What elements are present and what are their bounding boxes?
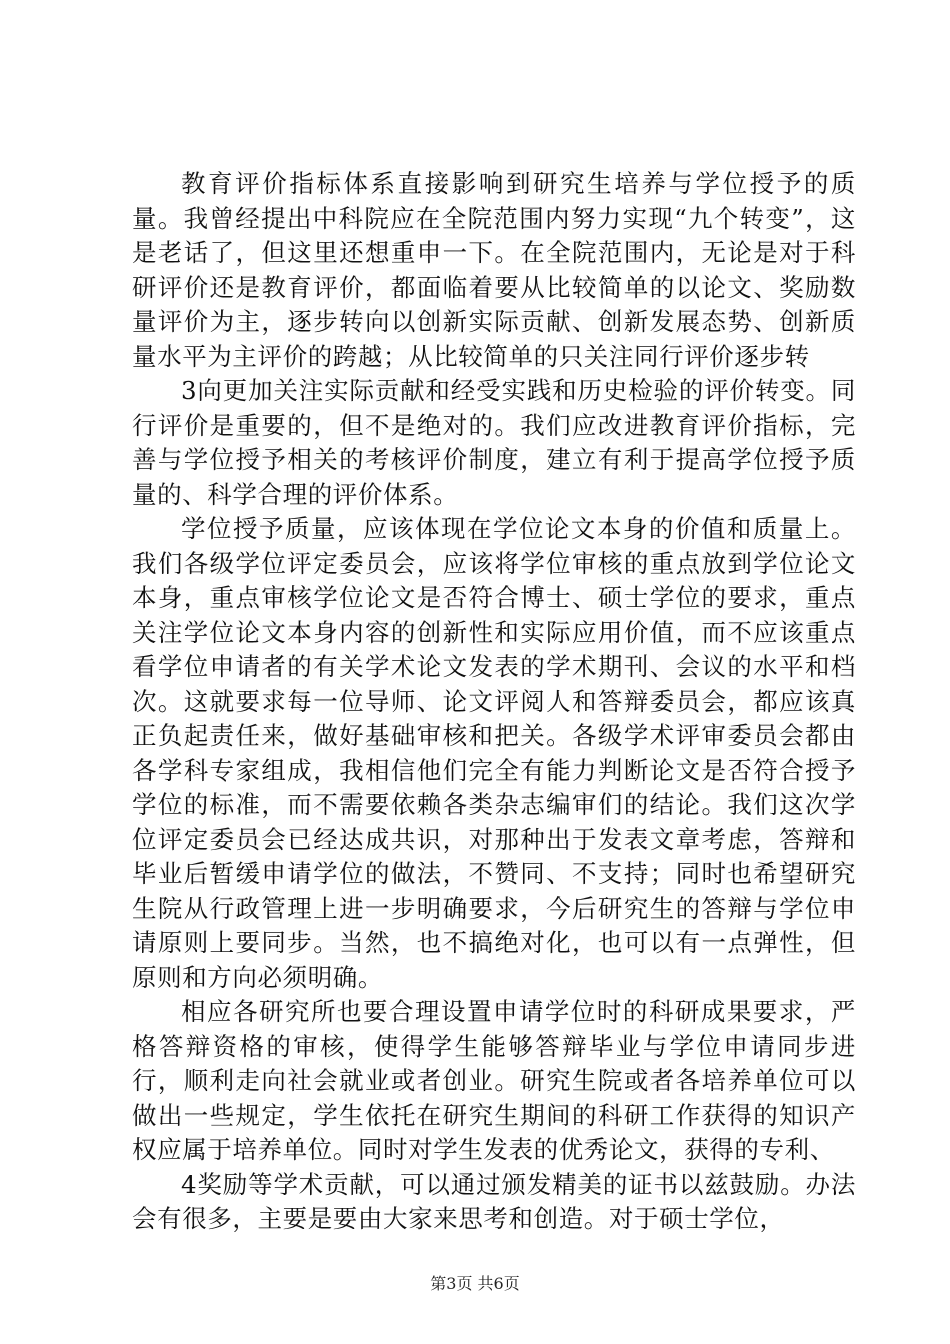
paragraph-peer-review: 3向更加关注实际贡献和经受实践和历史检验的评价转变。同行评价是重要的，但不是绝对的。我们应改进教育评价指标，完善与学位授予相关的考核评价制度，建立有利于提高学位授予质量的、科学合理的评价体系。 bbox=[132, 376, 856, 509]
document-body bbox=[132, 167, 856, 1237]
paragraph-research-institutes: 相应各研究所也要合理设置申请学位时的科研成果要求，严格答辩资格的审核，使得学生能够答辩毕业与学位申请同步进行，顺利走向社会就业或者创业。研究生院或者各培养单位可以做出一些规定，学生依托在研究生期间的科研工作获得的知识产权应属于培养单位。同时对学生发表的优秀论文，获得的专利、 bbox=[132, 997, 856, 1164]
paragraph-evaluation-system: 教育评价指标体系直接影响到研究生培养与学位授予的质量。我曾经提出中科院应在全院范围内努力实现“九个转变”，这是老话了，但这里还想重申一下。在全院范围内，无论是对于科研评价还是教育评价，都面临着要从比较简单的以论文、奖励数量评价为主，逐步转向以创新实际贡献、创新发展态势、创新质量水平为主评价的跨越；从比较简单的只关注同行评价逐步转 bbox=[132, 169, 856, 371]
paragraph-awards: 4奖励等学术贡献，可以通过颁发精美的证书以兹鼓励。办法会有很多，主要是要由大家来思考和创造。对于硕士学位， bbox=[132, 1169, 856, 1233]
paragraph-degree-quality: 学位授予质量，应该体现在学位论文本身的价值和质量上。我们各级学位评定委员会，应该将学位审核的重点放到学位论文本身，重点审核学位论文是否符合博士、硕士学位的要求，重点关注学位论文本身内容的创新性和实际应用价值，而不应该重点看学位申请者的有关学术论文发表的学术期刊、会议的水平和档次。这就要求每一位导师、论文评阅人和答辩委员会，都应该真正负起责任来，做好基础审核和把关。各级学术评审委员会都由各学科专家组成，我相信他们完全有能力判断论文是否符合授予学位的标准，而不需要依赖各类杂志编审们的结论。我们这次学位评定委员会已经达成共识，对那种出于发表文章考虑，答辩和毕业后暂缓申请学位的做法，不赞同、不支持；同时也希望研究生院从行政管理上进一步明确要求，今后研究生的答辩与学位申请原则上要同步。当然，也不搞绝对化，也可以有一点弹性，但原则和方向必须明确。 bbox=[132, 514, 856, 992]
page-number: 第3页 共6页 bbox=[430, 1274, 520, 1293]
page-footer bbox=[0, 1274, 950, 1294]
